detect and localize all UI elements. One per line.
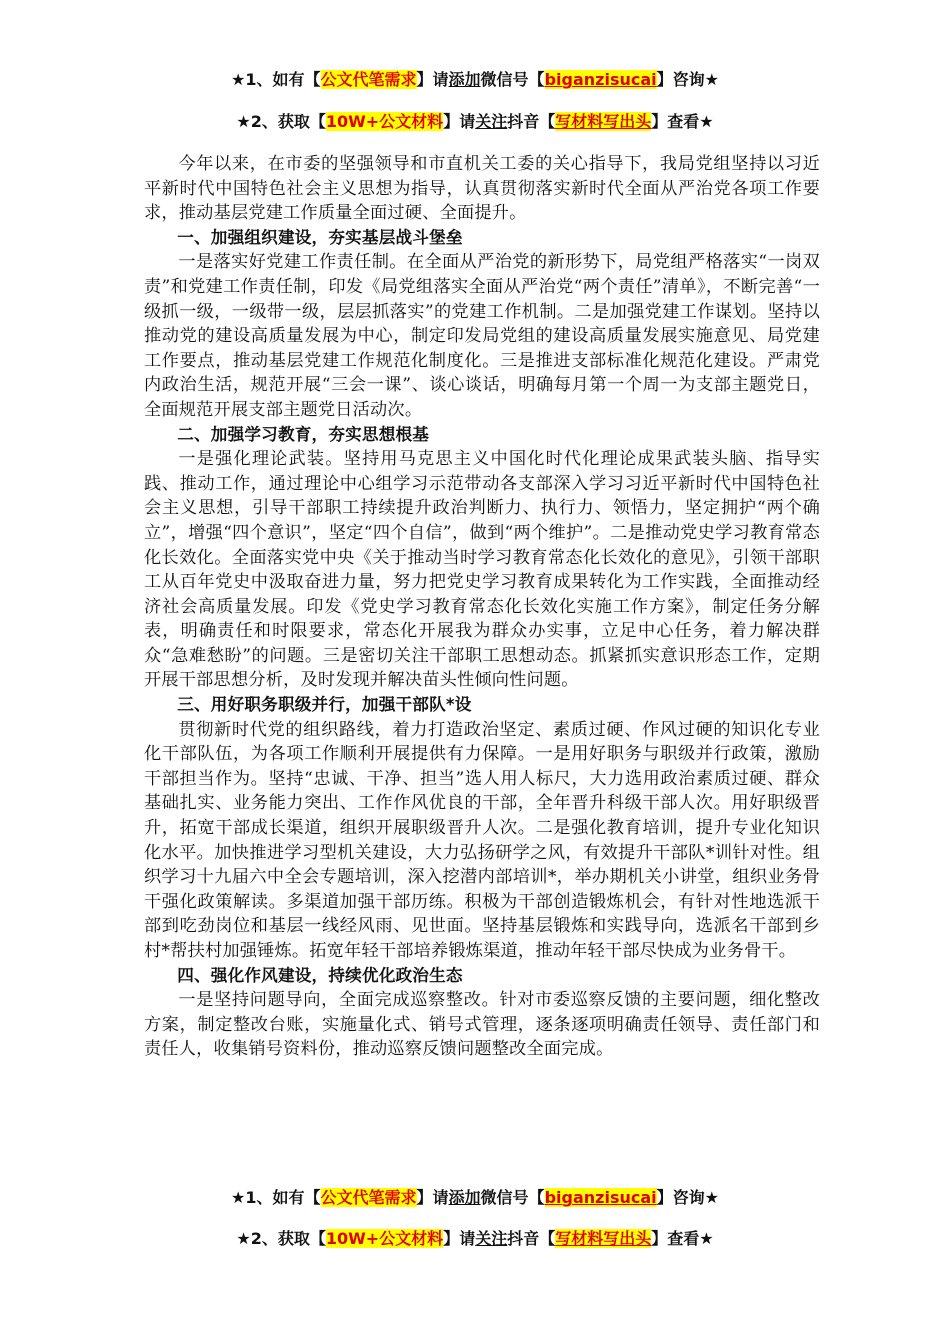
promo-text: 】咨询★ xyxy=(656,1188,719,1207)
section-heading-1: 一、加强组织建设，夯实基层战斗堡垒 xyxy=(177,227,463,247)
promo-text: 】咨询★ xyxy=(656,70,719,89)
section-paragraph-2: 一是强化理论武装。坚持用马克思主义中国化时代化理论成果武装头脑、指导实践、推动工作，通过理论中心组学习示范带动各支部深入学习习近平新时代中国特色社会主义思想，引导干部职工持续提升政治判断力、执行力、领悟力，坚定拥护“两个确立”，增强“四个意识”，坚定“四个自信”，做到“两个维护”。二是推动党史学习教育常态化长效化。全面落实党中央《关于推动当时学习教育常态化长效化的意见》，引领干部职工从百年党史中汲取奋进力量，努力把党史学习教育成果转化为工作实践，全面推动经济社会高质量发展。印发《党史学习教育常态化长效化实施工作方案》，制定任务分解表，明确责任和时限要求，常态化开展我为群众办实事，立足中心任务，着力解决群众“急难愁盼”的问题。三是密切关注干部职工思想动态。抓紧抓实意识形态工作，定期开展干部思想分析，及时发现并解决苗头性倾向性问题。 xyxy=(144,449,820,691)
promo-underline: 添加 xyxy=(448,70,481,89)
promo-line-1-bottom xyxy=(0,1186,950,1210)
promo-line-2-bottom xyxy=(0,1227,950,1251)
promo-text: 抖音【 xyxy=(507,1229,556,1248)
section-heading-4: 四、强化作风建设，持续优化政治生态 xyxy=(177,965,463,985)
promo-line-1 xyxy=(0,68,950,92)
promo-text: 微信号【 xyxy=(480,1188,545,1207)
promo-text: ★1、如有【 xyxy=(231,70,321,89)
promo-text: 】请 xyxy=(416,70,449,89)
promo-text: 微信号【 xyxy=(480,70,545,89)
promo-highlight: 公文代笔需求 xyxy=(320,1188,417,1207)
article-body xyxy=(144,152,820,1062)
promo-wechat-id: biganzisucai xyxy=(544,1188,657,1207)
promo-text: 】查看★ xyxy=(651,1229,714,1248)
promo-text: ★2、获取【 xyxy=(236,1229,326,1248)
promo-underline: 关注 xyxy=(475,1229,508,1248)
section-heading-2: 二、加强学习教育，夯实思想根基 xyxy=(177,424,430,444)
promo-text: 】查看★ xyxy=(651,112,714,131)
promo-text: 】请 xyxy=(443,1229,476,1248)
section-paragraph-4: 一是坚持问题导向，全面完成巡察整改。针对市委巡察反馈的主要问题，细化整改方案，制定整改台账，实施量化式、销号式管理，逐条逐项明确责任领导、责任部门和责任人，收集销号资料份，推动巡察反馈问题整改全面完成。 xyxy=(144,990,820,1060)
promo-line-2 xyxy=(0,110,950,134)
section-heading-3: 三、用好职务职级并行，加强干部队*设 xyxy=(177,695,472,715)
promo-text: 抖音【 xyxy=(507,112,556,131)
promo-highlight: 10W+公文材料 xyxy=(325,112,444,131)
section-paragraph-1: 一是落实好党建工作责任制。在全面从严治党的新形势下，局党组严格落实“一岗双责”和党建工作责任制，印发《局党组落实全面从严治党“两个责任”清单》，不断完善“一级抓一级，一级带一级，层层抓落实”的党建工作机制。二是加强党建工作谋划。坚持以推动党的建设高质量发展为中心，制定印发局党组的建设高质量发展实施意见、局党建工作要点，推动基层党建工作规范化制度化。三是推进支部标准化规范化建设。严肃党内政治生活，规范开展“三会一课”、谈心谈话，明确每月第一个周一为支部主题党日，全面规范开展支部主题党日活动次。 xyxy=(144,252,820,420)
promo-underline: 添加 xyxy=(448,1188,481,1207)
intro-paragraph: 今年以来，在市委的坚强领导和市直机关工委的关心指导下，我局党组坚持以习近平新时代中国特色社会主义思想为指导，认真贯彻落实新时代全面从严治党各项工作要求，推动基层党建工作质量全面过硬、全面提升。 xyxy=(144,154,820,224)
promo-douyin-id: 写材料写出头 xyxy=(555,112,652,131)
section-paragraph-3: 贯彻新时代党的组织路线，着力打造政治坚定、素质过硬、作风过硬的知识化专业化干部队伍，为各项工作顺利开展提供有力保障。一是用好职务与职级并行政策，激励干部担当作为。坚持“忠诚、干净、担当”选人用人标尺，大力选用政治素质过硬、群众基础扎实、业务能力突出、工作作风优良的干部，全年晋升科级干部人次。用好职级晋升，拓宽干部成长渠道，组织开展职级晋升人次。二是强化教育培训，提升专业化知识化水平。加快推进学习型机关建设，大力弘扬研学之风，有效提升干部队*训针对性。组织学习十九届六中全会专题培训，深入挖潜内部培训*，举办期机关小讲堂，组织业务骨干强化政策解读。多渠道加强干部历练。积极为干部创造锻炼机会，有针对性地选派干部到吃劲岗位和基层一线经风雨、见世面。坚持基层锻炼和实践导向，选派名干部到乡村*帮扶村加强锤炼。拓宽年轻干部培养锻炼渠道，推动年轻干部尽快成为业务骨干。 xyxy=(144,719,820,961)
promo-underline: 关注 xyxy=(475,112,508,131)
promo-text: ★2、获取【 xyxy=(236,112,326,131)
promo-highlight: 公文代笔需求 xyxy=(320,70,417,89)
promo-text: 】请 xyxy=(443,112,476,131)
promo-wechat-id: biganzisucai xyxy=(544,70,657,89)
promo-text: ★1、如有【 xyxy=(231,1188,321,1207)
promo-text: 】请 xyxy=(416,1188,449,1207)
promo-douyin-id: 写材料写出头 xyxy=(555,1229,652,1248)
promo-highlight: 10W+公文材料 xyxy=(325,1229,444,1248)
